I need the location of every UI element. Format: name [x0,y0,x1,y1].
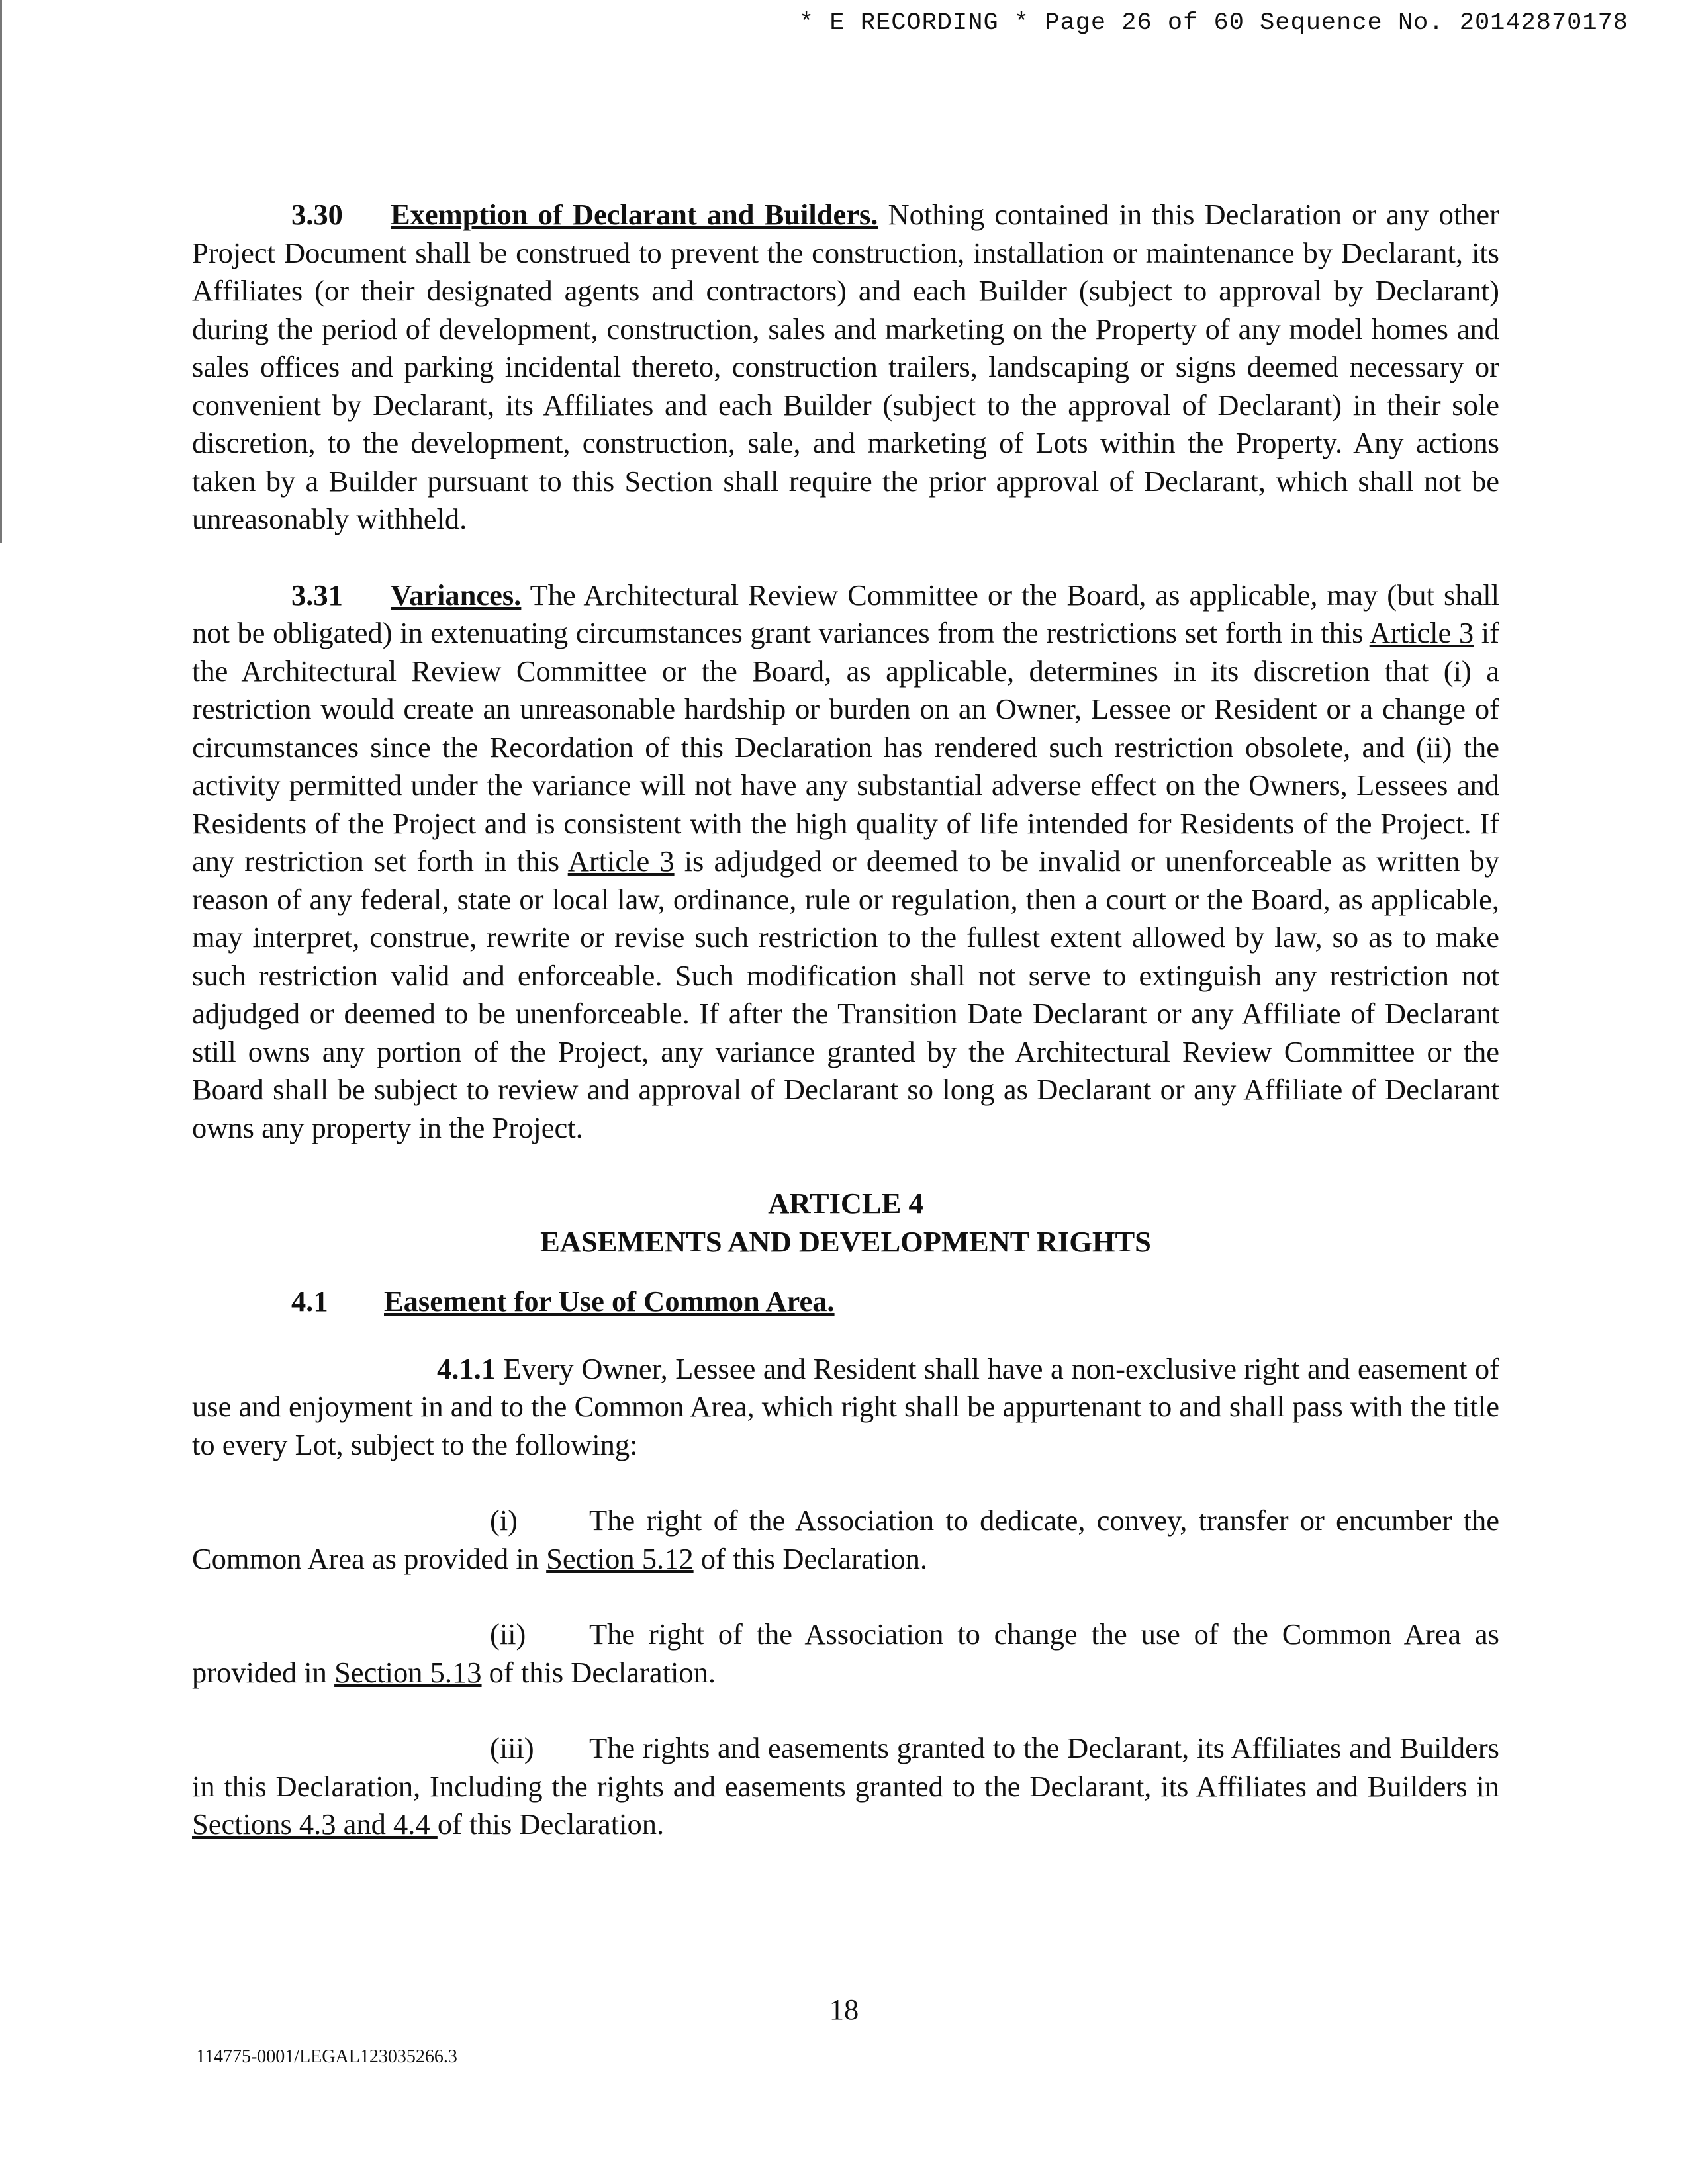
scan-edge-line [0,0,2,543]
item-label: (i) [490,1504,518,1537]
item-text: of this Declaration. [693,1541,928,1575]
item-text: The right of the Association to change the use of the Common Area as provided in [192,1617,1499,1689]
section-4-1-heading [291,1283,1499,1321]
item-text: The right of the Association to dedicate, convey, transfer or encumber the Common Area as provided in [192,1504,1499,1575]
item-label: (iii) [490,1731,534,1764]
section-text: Nothing contained in this Declaration or any other Project Document shall be construed to prevent the construction, installation or maintenance by Declarant, its Affiliates (or their designated agents and contractors) and each Builder (subject to approval by Declarant) during the period of development, construction, sales and marketing on the Property of any model homes and sales offices and parking incidental thereto, construction trailers, landscaping or signs deemed necessary or convenient by Declarant, its Affiliates and each Builder (subject to the approval of Declarant) in their sole discretion, to the development, construction, sale, and marketing of Lots within the Property. Any actions taken by a Builder pursuant to this Section shall require the prior approval of Declarant, which shall not be unreasonably withheld. [192,198,1500,535]
section-number: 3.31 [291,578,343,612]
item-text: of this Declaration. [437,1807,665,1841]
cross-reference-sections-4-3-4-4: Sections 4.3 and 4.4 [192,1807,438,1841]
section-3-31 [192,576,1499,1148]
cross-reference-article-3: Article 3 [567,844,675,878]
list-item-ii [192,1615,1499,1692]
article-title: EASEMENTS AND DEVELOPMENT RIGHTS [540,1224,1151,1258]
section-number: 3.30 [291,198,343,231]
document-body [192,196,1499,1882]
section-title: Exemption of Declarant and Builders. [391,198,878,231]
item-text: The rights and easements granted to the Declarant, its Affiliates and Builders in this Declaration, Including the rights and easements granted to the Declarant, its Affiliates and Builders in [192,1731,1499,1803]
cross-reference-article-3: Article 3 [1369,616,1474,649]
item-text: of this Declaration. [481,1655,716,1689]
section-text: The Architectural Review Committee or the Board, as applicable, may (but shall not be obligated) in extenuating circumstances grant variances from the restrictions set forth in this [192,578,1499,649]
list-item-i [192,1502,1499,1578]
section-text: is adjudged or deemed to be invalid or unenforceable as written by reason of any federal, state or local law, ordinance, rule or regulation, then a court or the Board, as applicable, may interpret, construe, rewrite or revise such restriction to the fullest extent allowed by law, so as to make such restriction valid and enforceable. Such modification shall not serve to extinguish any restriction not adjudged or deemed to be unenforceable. If after the Transition Date Declarant or any Affiliate of Declarant still owns any portion of the Project, any variance granted by the Architectural Review Committee or the Board shall be subject to review and approval of Declarant so long as Declarant or any Affiliate of Declarant owns any property in the Project. [192,844,1499,1144]
section-title: Variances. [391,578,522,612]
cross-reference-section-5-13: Section 5.13 [334,1655,482,1689]
subsection-number: 4.1.1 [437,1351,496,1385]
section-number: 4.1 [291,1285,328,1318]
section-4-1-1 [192,1350,1499,1465]
recording-header: * E RECORDING * Page 26 of 60 Sequence No. 20142870178 [799,9,1628,37]
item-label: (ii) [490,1617,526,1651]
page-number: 18 [829,1993,859,2026]
document-id: 114775-0001/LEGAL123035266.3 [196,2046,457,2067]
subsection-text: Every Owner, Lessee and Resident shall have a non-exclusive right and easement of use and enjoyment in and to the Common Area, which right shall be appurtenant to and shall pass with the title to every Lot, subject to the following: [192,1351,1499,1461]
list-item-iii [192,1729,1499,1844]
section-text: if the Architectural Review Committee or the Board, as applicable, determines in its discretion that (i) a restriction would create an unreasonable hardship or burden on an Owner, Lessee or Resident or a change of circumstances since the Recordation of this Declaration has rendered such restriction obsolete, and (ii) the activity permitted under the variance will not have any substantial adverse effect on the Owners, Lessees and Residents of the Project and is consistent with the high quality of life intended for Residents of the Project. If any restriction set forth in this [192,616,1499,878]
cross-reference-section-5-12: Section 5.12 [546,1541,694,1575]
article-heading [192,1185,1499,1261]
article-number: ARTICLE 4 [768,1187,923,1220]
section-title: Easement for Use of Common Area. [384,1285,835,1318]
section-3-30 [192,196,1499,539]
